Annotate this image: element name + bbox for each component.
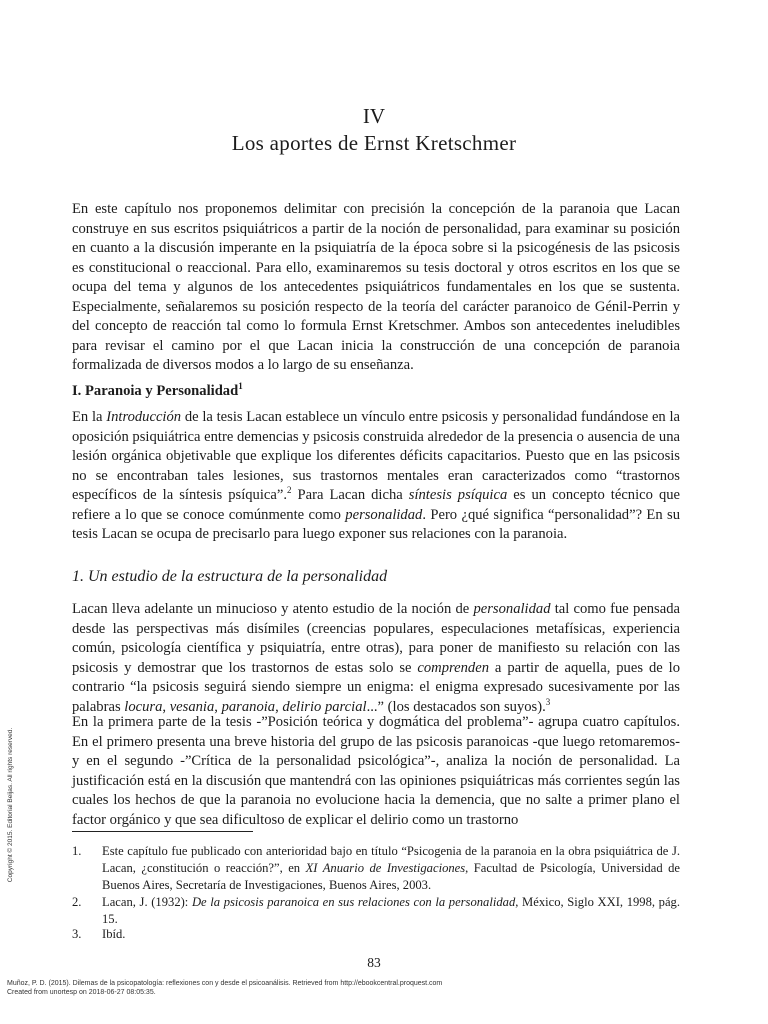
section-heading-text: I. Paranoia y Personalidad (72, 383, 239, 399)
footnote-ref-2[interactable]: 2 (286, 485, 292, 495)
chapter-number: IV (362, 104, 386, 128)
intro-paragraph: En este capítulo nos proponemos delimitar con precisión la concepción de la paranoia que Lacan construye en sus escritos psiquiátricos a partir de la noción de personalidad, para examinar su posición en cuanto a la discusión imperante en la psiquiatría de la época sobre si la psicogénesis de las psicosis es constitucional o reaccional. Para ello, examinaremos su tesis doctoral y otros escritos en los que se ocupa del tema y algunos de los antecedentes psiquiátricos fundamentales en los que se sustenta. Especialmente, señalaremos su posición respecto de la teoría del carácter paranoico de Génil-Perrin y del concepto de reacción tal como lo formula Ernst Kretschmer. Ambos son antecedentes ineludibles para revisar el camino por el que Lacan inicia la construcción de una concepción de paranoia formalizada de diversos modos a lo largo de su enseñanza. (72, 201, 680, 373)
source-citation-line: Muñoz, P. D. (2015). Dilemas de la psicopatología: reflexiones con y desde el psicoanálisis. Retrieved from http://ebookcentral.proquest.com (7, 980, 443, 987)
section-paragraph-1: En la Introducción de la tesis Lacan establece un vínculo entre psicosis y personalidad fundándose en la oposición psiquiátrica entre demencias y psicosis construida alrededor de la presencia o ausencia de una lesión orgánica objetivable que explique los diferentes déficits capacitarios. Puesto que en las psicosis no se encontraban tales lesiones, sus trastornos mentales eran caracterizados como “trastornos específicos de la síntesis psíquica”.$^2$ Para Lacan dicha síntesis psíquica es un concepto técnico que refiere a lo que se conoce comúnmente como personalidad. Pero ¿qué significa “personalidad”? En su tesis Lacan se ocupa de precisarlo para luego exponer sus relaciones con la paranoia. (72, 409, 681, 542)
copyright-notice: Copyright © 2015. Editorial Beijas. All rights reserved. (7, 727, 14, 883)
footnote-ref-1[interactable]: 1 (238, 381, 243, 391)
subsection-heading: 1. Un estudio de la estructura de la personalidad (72, 568, 388, 585)
source-created-line: Created from unortesp on 2018-06-27 08:05:35. (7, 989, 156, 996)
footnote-divider (72, 831, 253, 832)
source-citation (7, 979, 747, 997)
footnote-1: 1. Este capítulo fue publicado con anterioridad bajo en título “Psicogenia de la paranoia en la obra psiquiátrica de J. Lacan, ¿constitución o reacción?”, en XI Anuario de Investigaciones, Facultad de Psicología, Universidad de Buenos Aires, Secretaría de Investigaciones, Buenos Aires, 2003. (72, 844, 680, 892)
subsection-paragraph-2: En la primera parte de la tesis -”Posición teórica y dogmática del problema”- agrupa cuatro capítulos. En el primero presenta una breve historia del grupo de las psicosis paranoicas -que luego retomaremos- y en el segundo -”Crítica de la personalidad psicológica”-, analiza la noción de personalidad. La justificación está en la discusión que mantendrá con las opiniones psiquiátricas más corrientes según las cuales los hechos de que la paranoia no evolucione hacia la demencia, que no salte a primer plano el factor orgánico y que sea dificultoso de explicar el delirio como un trastorno (72, 714, 680, 828)
subsection-paragraph-1: Lacan lleva adelante un minucioso y atento estudio de la noción de personalidad tal como fue pensada desde las perspectivas más disímiles (creencias populares, especulaciones metafísicas, experiencia común, psicología científica y psiquiatría, entre otras), para poner de manifiesto su relación con las psicosis y demostrar que los trastornos de estas solo se comprenden a partir de aquella, pues de lo contrario “la psicosis seguirá siendo siempre un enigma: el enigma expresado sucesivamente por las palabras locura, vesania, paranoia, delirio parcial...” (los destacados son suyos).$^3$ (72, 601, 680, 715)
footnote-3: 3. Ibíd. (72, 927, 126, 941)
footnote-2: 2. Lacan, J. (1932): De la psicosis paranoica en sus relaciones con la personalidad, México, Siglo XXI, 1998, pág. 15. (72, 895, 680, 926)
section-heading (72, 382, 680, 402)
footnote-ref-3[interactable]: 3 (545, 696, 551, 707)
chapter-title: Los aportes de Ernst Kretschmer (231, 131, 517, 155)
page-number: 83 (367, 955, 381, 970)
